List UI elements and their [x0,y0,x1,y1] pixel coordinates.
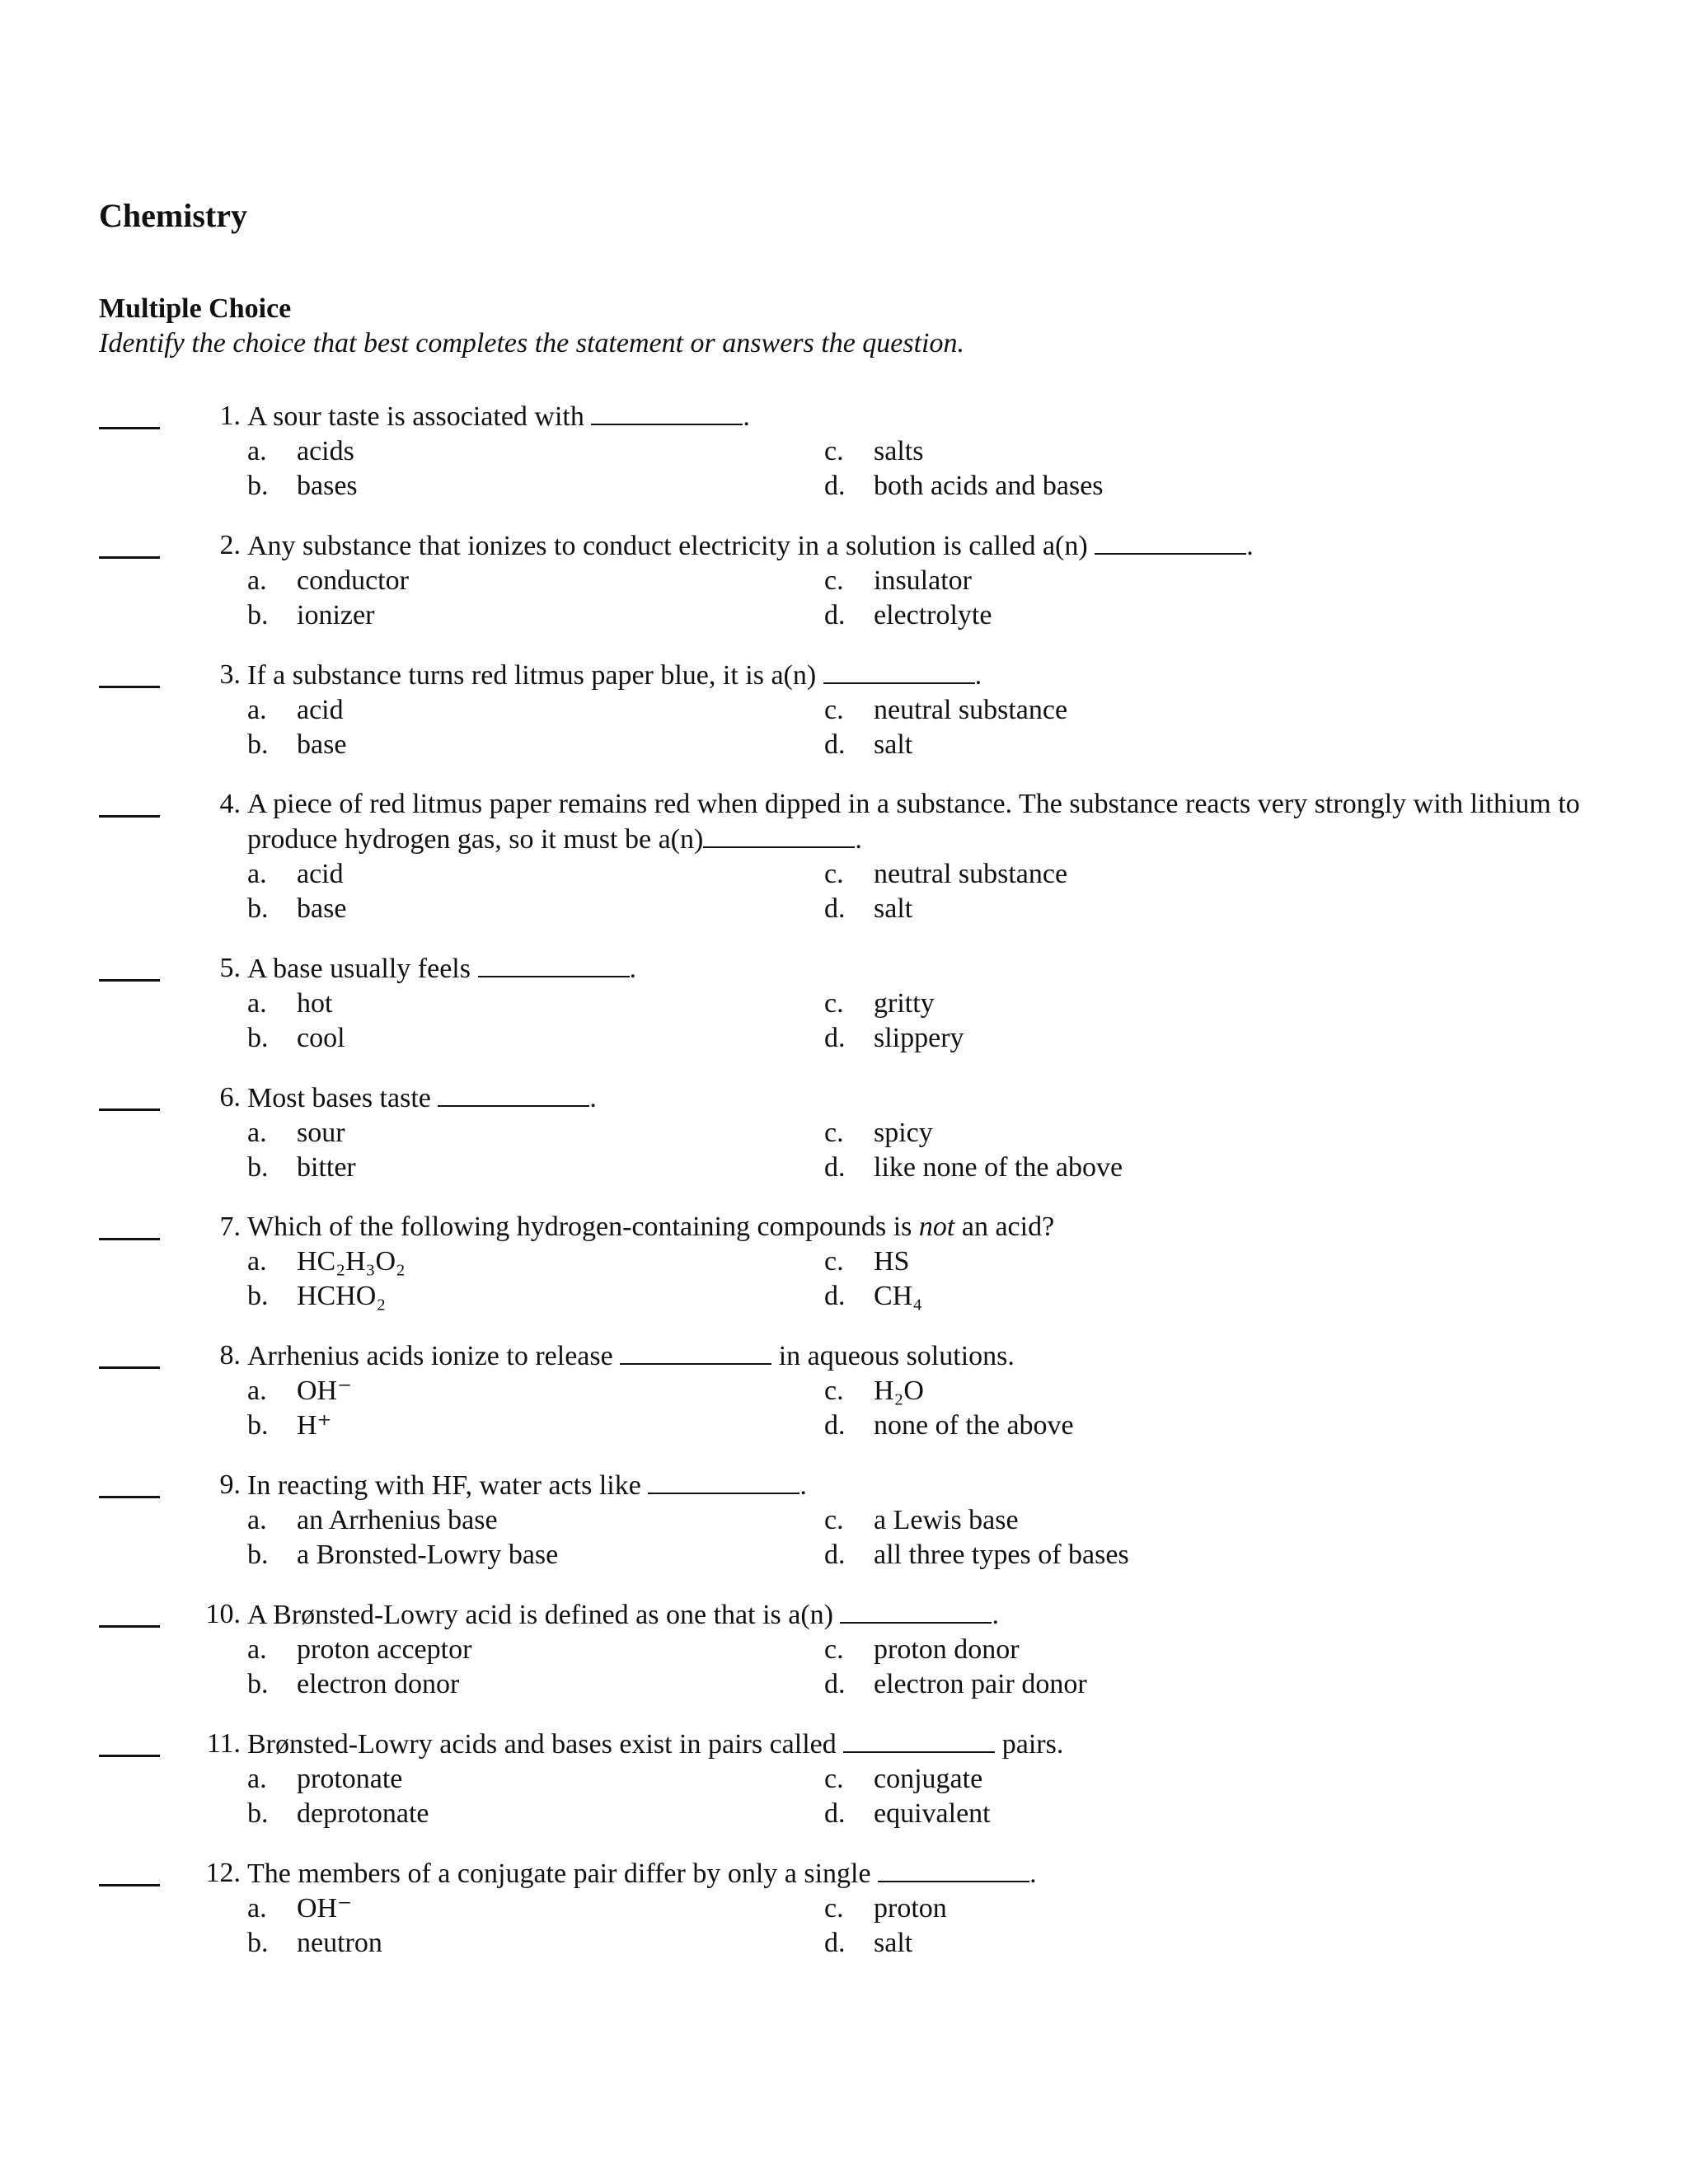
choice-text: neutron [297,1928,382,1958]
choice-letter: c. [824,1505,844,1535]
choice-letter: d. [824,600,846,630]
choice-text: electron pair donor [874,1669,1087,1699]
choice-d[interactable] [824,1667,1401,1702]
question-item [99,528,1591,633]
question-item [99,1210,1591,1314]
fill-in-blank [703,822,855,848]
choice-text: base [297,893,347,924]
question-number: 11. [206,1728,241,1759]
choice-b[interactable] [247,598,824,633]
stem-text-end: an acid? [954,1212,1055,1242]
stem-text: Any substance that ionizes to conduct electricity in a solution is called a(n) [247,531,1095,561]
choice-b[interactable] [247,1279,824,1314]
question-number: 8. [219,1340,241,1371]
choice-text: salt [874,893,913,924]
stem-text-end: . [589,1083,597,1113]
choice-text: conjugate [874,1764,983,1794]
stem-text: Arrhenius acids ionize to release [247,1341,621,1371]
choice-c[interactable] [824,987,1401,1021]
choice-a[interactable] [247,1633,824,1667]
choice-list [247,564,1591,633]
choice-letter: a. [247,1118,267,1148]
choice-letter: d. [824,1928,846,1958]
choice-letter: c. [824,1893,844,1924]
choice-text: proton donor [874,1634,1020,1665]
stem-text-end: . [855,824,862,855]
choice-letter: c. [824,1764,844,1794]
choice-letter: c. [824,565,844,596]
choice-letter: a. [247,695,267,725]
choice-text: hot [297,988,333,1019]
choice-a[interactable] [247,1244,824,1279]
choice-text: neutral substance [874,859,1068,889]
question-stem [247,1468,1582,1503]
choice-d[interactable] [824,1021,1401,1056]
choice-c[interactable] [824,1374,1401,1408]
choice-letter: d. [824,1669,846,1699]
stem-text: A base usually feels [247,954,478,984]
choice-d[interactable] [824,728,1401,762]
choice-list [247,1503,1591,1572]
choice-text: HS [874,1246,910,1277]
choice-letter: d. [824,471,846,501]
answer-blank[interactable] [99,815,160,818]
choice-a[interactable] [247,1503,824,1538]
choice-a[interactable] [247,564,824,598]
choice-text: H₂O [874,1376,924,1406]
question-number: 1. [219,401,241,431]
choice-list [247,1762,1591,1831]
stem-text-end: . [799,1470,807,1501]
choice-letter: b. [247,1281,269,1311]
choice-d[interactable] [824,1797,1401,1831]
choice-text: spicy [874,1118,933,1148]
choice-letter: c. [824,1246,844,1277]
question-stem [247,787,1582,857]
choice-c[interactable] [824,1244,1401,1279]
choice-b[interactable] [247,1797,824,1831]
choice-letter: d. [824,729,846,760]
question-stem [247,528,1582,564]
choice-text: deprotonate [297,1798,429,1829]
choice-text: a Bronsted-Lowry base [297,1540,559,1570]
choice-d[interactable] [824,1926,1401,1961]
question-list [99,399,1591,1985]
choice-text: bases [297,471,358,501]
question-item [99,1597,1591,1702]
question-number: 4. [219,789,241,819]
choice-letter: d. [824,1410,846,1441]
choice-letter: c. [824,436,844,466]
choice-b[interactable] [247,728,824,762]
choice-text: bitter [297,1152,356,1183]
choice-a[interactable] [247,1116,824,1151]
question-number: 6. [219,1082,241,1113]
choice-b[interactable] [247,1151,824,1185]
question-stem [247,658,1582,693]
stem-text: Brønsted-Lowry acids and bases exist in pairs called [247,1729,844,1760]
stem-text: If a substance turns red litmus paper blue, it is a(n) [247,660,823,691]
choice-letter: a. [247,1505,267,1535]
choice-letter: c. [824,1376,844,1406]
question-item [99,951,1591,1056]
choice-letter: c. [824,1634,844,1665]
question-item [99,1856,1591,1961]
choice-text: acid [297,859,344,889]
question-number: 3. [219,659,241,690]
choice-letter: b. [247,471,269,501]
choice-text: acid [297,695,344,725]
choice-d[interactable] [824,1538,1401,1572]
choice-c[interactable] [824,434,1401,469]
choice-letter: b. [247,1540,269,1570]
choice-b[interactable] [247,469,824,504]
stem-text: A sour taste is associated with [247,401,592,432]
section-heading: Multiple Choice [99,293,292,324]
stem-text-end: . [974,660,982,691]
answer-blank[interactable] [99,1108,160,1111]
choice-text: ionizer [297,600,375,630]
choice-text: base [297,729,347,760]
choice-text: protonate [297,1764,403,1794]
choice-c[interactable] [824,1116,1401,1151]
choice-list [247,693,1591,762]
choice-text: an Arrhenius base [297,1505,498,1535]
answer-blank[interactable] [99,1755,160,1757]
question-item [99,1080,1591,1185]
choice-text: gritty [874,988,935,1019]
instructions: Identify the choice that best completes the statement or answers the question. [99,328,964,359]
fill-in-blank [620,1338,771,1365]
choice-c[interactable] [824,1891,1401,1926]
answer-blank[interactable] [99,1496,160,1498]
fill-in-blank [478,951,630,977]
choice-list [247,1244,1591,1314]
fill-in-blank [843,1727,995,1753]
fill-in-blank [878,1856,1029,1882]
answer-blank[interactable] [99,1238,160,1240]
choice-letter: a. [247,436,267,466]
question-stem [247,1338,1582,1374]
choice-text: equivalent [874,1798,991,1829]
choice-b[interactable] [247,1021,824,1056]
answer-blank[interactable] [99,686,160,688]
stem-text: The members of a conjugate pair differ by only a single [247,1858,879,1889]
choice-letter: c. [824,1118,844,1148]
choice-c[interactable] [824,693,1401,728]
answer-blank[interactable] [99,979,160,982]
choice-letter: b. [247,893,269,924]
question-stem [247,1856,1582,1891]
answer-blank[interactable] [99,427,160,429]
choice-list [247,1633,1591,1702]
choice-d[interactable] [824,892,1401,926]
choice-letter: a. [247,1246,267,1277]
stem-text-end: in aqueous solutions. [771,1341,1015,1371]
choice-text: salt [874,729,913,760]
answer-blank[interactable] [99,1366,160,1369]
choice-text: electron donor [297,1669,460,1699]
choice-text: electrolyte [874,600,992,630]
choice-d[interactable] [824,469,1401,504]
choice-text: cool [297,1023,345,1053]
answer-blank[interactable] [99,1625,160,1628]
choice-d[interactable] [824,1408,1401,1443]
stem-text: A Brønsted-Lowry acid is defined as one that is a(n) [247,1600,841,1630]
choice-letter: d. [824,1540,846,1570]
question-stem [247,1080,1582,1116]
choice-b[interactable] [247,892,824,926]
stem-text: A piece of red litmus paper remains red when dipped in a substance. The substance reacts very strongly with lithium to produce hydrogen gas, so it must be a(n) [247,789,1580,855]
choice-list [247,1891,1591,1961]
question-stem [247,951,1582,987]
question-stem [247,1210,1582,1244]
choice-letter: a. [247,1893,267,1924]
fill-in-blank [438,1080,589,1107]
choice-letter: a. [247,988,267,1019]
choice-list [247,434,1591,504]
choice-a[interactable] [247,857,824,892]
choice-letter: d. [824,1023,846,1053]
choice-text: neutral substance [874,695,1068,725]
choice-a[interactable] [247,434,824,469]
choice-c[interactable] [824,1503,1401,1538]
fill-in-blank [840,1597,992,1624]
choice-b[interactable] [247,1408,824,1443]
choice-a[interactable] [247,1891,824,1926]
answer-blank[interactable] [99,1884,160,1886]
answer-blank[interactable] [99,556,160,559]
choice-letter: c. [824,859,844,889]
question-number: 12. [205,1858,241,1888]
question-item [99,787,1591,926]
choice-text: HC₂H₃O₂ [297,1246,406,1277]
fill-in-blank [648,1468,799,1494]
stem-text: Which of the following hydrogen-containing compounds is [247,1212,919,1242]
stem-text: Most bases taste [247,1083,438,1113]
choice-text: H⁺ [297,1410,332,1441]
choice-text: salt [874,1928,913,1958]
choice-text: salts [874,436,924,466]
question-item [99,399,1591,504]
choice-letter: d. [824,1798,846,1829]
choice-text: sour [297,1118,345,1148]
question-number: 2. [219,530,241,560]
stem-text-end: . [1029,1858,1037,1889]
choice-letter: a. [247,1634,267,1665]
choice-d[interactable] [824,1279,1401,1314]
choice-list [247,987,1591,1056]
choice-text: HCHO₂ [297,1281,387,1311]
choice-letter: b. [247,600,269,630]
choice-letter: a. [247,565,267,596]
question-number: 7. [219,1212,241,1242]
choice-text: CH₄ [874,1281,923,1311]
choice-c[interactable] [824,857,1401,892]
choice-text: OH⁻ [297,1376,353,1406]
choice-c[interactable] [824,1762,1401,1797]
question-item [99,1727,1591,1831]
choice-letter: a. [247,1764,267,1794]
choice-text: proton acceptor [297,1634,472,1665]
choice-a[interactable] [247,987,824,1021]
question-item [99,658,1591,762]
choice-text: a Lewis base [874,1505,1019,1535]
choice-b[interactable] [247,1926,824,1961]
stem-text-end: . [1246,531,1254,561]
choice-text: proton [874,1893,947,1924]
question-item [99,1338,1591,1443]
choice-letter: b. [247,1669,269,1699]
stem-text-end: . [629,954,636,984]
stem-text-end: . [743,401,750,432]
question-item [99,1468,1591,1572]
choice-letter: c. [824,695,844,725]
choice-a[interactable] [247,693,824,728]
choice-letter: b. [247,1152,269,1183]
question-stem [247,399,1582,434]
stem-text-end: . [992,1600,999,1630]
choice-c[interactable] [824,1633,1401,1667]
question-stem [247,1597,1582,1633]
choice-letter: d. [824,1281,846,1311]
choice-b[interactable] [247,1667,824,1702]
choice-letter: b. [247,1798,269,1829]
choice-d[interactable] [824,1151,1401,1185]
choice-text: slippery [874,1023,964,1053]
fill-in-blank [591,399,743,425]
choice-list [247,1116,1591,1185]
page-title: Chemistry [99,197,247,234]
choice-letter: b. [247,1023,269,1053]
choice-a[interactable] [247,1374,824,1408]
choice-list [247,1374,1591,1443]
choice-text: all three types of bases [874,1540,1129,1570]
choice-text: none of the above [874,1410,1074,1441]
choice-letter: c. [824,988,844,1019]
stem-text: In reacting with HF, water acts like [247,1470,649,1501]
question-number: 10. [205,1599,241,1629]
choice-b[interactable] [247,1538,824,1572]
fill-in-blank [823,658,975,684]
stem-emphasis: not [918,1212,955,1242]
choice-letter: b. [247,729,269,760]
choice-letter: d. [824,893,846,924]
fill-in-blank [1095,528,1246,555]
choice-a[interactable] [247,1762,824,1797]
choice-c[interactable] [824,564,1401,598]
choice-letter: b. [247,1928,269,1958]
choice-letter: a. [247,859,267,889]
stem-text-end: pairs. [995,1729,1064,1760]
choice-text: like none of the above [874,1152,1123,1183]
question-number: 5. [219,953,241,983]
choice-letter: d. [824,1152,846,1183]
choice-text: conductor [297,565,409,596]
choice-letter: b. [247,1410,269,1441]
question-number: 9. [219,1469,241,1500]
choice-list [247,857,1591,926]
choice-text: acids [297,436,354,466]
choice-text: insulator [874,565,972,596]
choice-text: both acids and bases [874,471,1104,501]
choice-text: OH⁻ [297,1893,353,1924]
choice-d[interactable] [824,598,1401,633]
choice-letter: a. [247,1376,267,1406]
question-stem [247,1727,1582,1762]
